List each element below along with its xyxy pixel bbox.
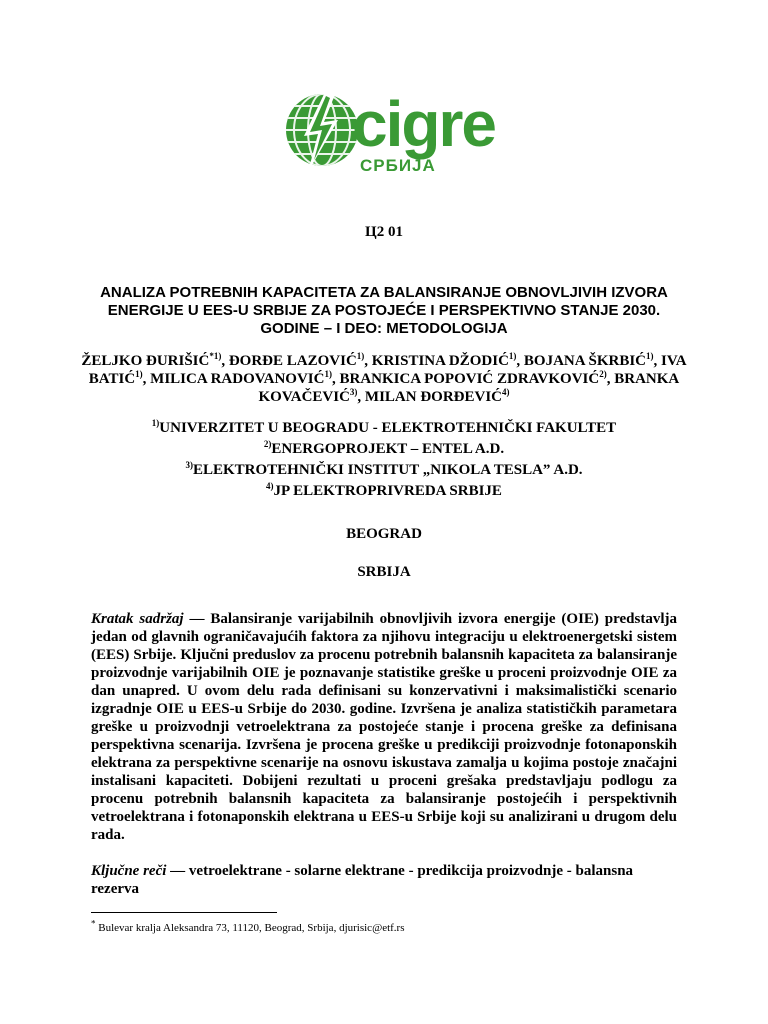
abstract: Kratak sadržaj — Balansiranje varijabilnih obnovljivih izvora energije (OIE) predstavlja jedan od glavnih ograničavajućih faktora za njihovu integraciju u elektroenergetski sistem (EES) Srbije. Ključni preduslov za procenu potrebnih balansnih kapaciteta za balansiranje proizvodnje varijabilnih OIE je poznavanje statistike greške u proceni proizvodnje OIE za dan unapred. U ovom delu rada definisani su konzervativni i maksimalistički scenario izgradnje OIE u EES-u Srbije do 2030. godine. Izvršena je analiza statističkih parametara greške u proizvodnji vetroelektrana za postojeće stanje i procena greške za definisana perspektivna scenarija. Izvršena je procena greške u predikciji proizvodnje fotonaponskih elektrana za perspektivne scenarije na osnovu iskustava zamalja u kojima postoje značajni instalisani kapaciteti. Dobijeni rezultati u proceni grešaka predstavljaju podlogu za procenu potrebnih balansnih kapaciteta za balansiranje postojećih i perspektivnih vetroelektrana i fotonaponskih elektrana u EES-u Srbije koji su analizirani u drugom delu rada. <box>91 611 678 843</box>
author-name: MILICA RADOVANOVIĆ <box>150 371 325 387</box>
paper-code: Ц2 01 <box>365 224 403 240</box>
author-name: BRANKICA POPOVIĆ ZDRAVKOVIĆ <box>339 371 600 387</box>
affiliation-3: $^{3)}$ELEKTROTEHNIČKI INSTITUT „NIKOLA TESLA” A.D. <box>185 460 583 478</box>
logo-brand-text: cigre <box>352 88 495 160</box>
city: BEOGRAD <box>346 526 422 542</box>
affiliation-1: $^{1)}$UNIVERZITET U BEOGRADU - ELEKTROTEHNIČKI FAKULTET <box>151 418 617 436</box>
author-name: ŽELJKO ĐURIŠIĆ <box>81 353 210 369</box>
affiliation-4: $^{4)}$JP ELEKTROPRIVREDA SRBIJE <box>266 481 502 499</box>
logo-subtitle: СРБИЈА <box>360 156 436 175</box>
author-name: KRISTINA DŽODIĆ <box>371 353 509 369</box>
author-affiliation-mark: 1) <box>135 369 143 379</box>
author-name: BOJANA ŠKRBIĆ <box>523 353 647 369</box>
keywords: Ključne reči — vetroelektrane - solarne elektrane - predikcija proizvodnje - balansna rezerva <box>91 863 634 897</box>
affiliation-2: $^{2)}$ENERGOPROJEKT – ENTEL A.D. <box>263 439 505 457</box>
author-name: ĐORĐE LAZOVIĆ <box>228 353 357 369</box>
author-affiliation-mark: 1) <box>646 351 654 361</box>
author-name: BRANKA KOVAČEVIĆ <box>258 371 680 405</box>
abstract-text: Balansiranje varijabilnih obnovljivih izvora energije (OIE) predstavlja jedan od glavnih ograničavajućih faktora za njihovu integraciju u elektroenergetski sistem (EES) Srbije. Ključni preduslov za procenu potrebnih balansnih kapaciteta za balansiranje proizvodnje varijabilnih OIE je poznavanje statistike greške u proceni proizvodnje OIE za dan unapred. U ovom delu rada definisani su konzervativni i maksimalistički scenario izgradnje OIE u EES-u Srbije do 2030. godine. Izvršena je analiza statističkih parametara greške u proizvodnji vetroelektrana za postojeće stanje i procena greške za definisana perspektivna scenarija. Izvršena je procena greške u predikciji proizvodnje fotonaponskih elektrana za perspektivne scenarije na osnovu iskustava zamalja u kojima postoje značajni instalisani kapaciteti. Dobijeni rezultati u proceni grešaka predstavljaju podlogu za procenu potrebnih balansnih kapaciteta za balansiranje postojećih i perspektivnih vetroelektrana i fotonaponskih elektrana u EES-u Srbije koji su analizirani u drugom delu rada. <box>91 611 678 843</box>
abstract-label: Kratak sadržaj <box>91 611 184 627</box>
author-name: IVA BATIĆ <box>88 353 687 387</box>
author-affiliation-mark: 1) <box>508 351 517 361</box>
footnote: * Bulevar kralja Aleksandra 73, 11120, Beograd, Srbija, djurisic@etf.rs <box>91 918 405 934</box>
author-affiliation-mark: 3) <box>349 387 358 397</box>
author-list: ŽELJKO ĐURIŠIĆ$^{*1)}$, ĐORĐE LAZOVIĆ$^{1)}$, KRISTINA DŽODIĆ$^{1)}$, BOJANA ŠKRBIĆ$^{1)}$, IVA BATIĆ$^{1)}$, MILICA RADOVANOVIĆ$^{1)}$, BRANKICA POPOVIĆ ZDRAVKOVIĆ$^{2)}$, BRANKA KOVAČEVIĆ$^{3)}$, MILAN ĐORĐEVIĆ$^{4)}$ <box>81 351 687 405</box>
author-affiliation-mark: 1) <box>356 351 365 361</box>
keywords-label: Ključne reči <box>91 863 167 879</box>
author-affiliation-mark: 4) <box>502 387 510 397</box>
author-affiliation-mark: 1) <box>324 369 332 379</box>
country: SRBIJA <box>357 564 411 580</box>
author-affiliation-mark: *1) <box>209 351 222 361</box>
globe-icon <box>282 86 362 178</box>
footnote-divider <box>91 912 277 913</box>
author-affiliation-mark: 2) <box>599 369 607 379</box>
paper-title: ANALIZA POTREBNIH KAPACITETA ZA BALANSIRANJE OBNOVLJIVIH IZVORA ENERGIJE U EES-U SRBIJE ZA POSTOJEĆE I PERSPEKTIVNO STANJE 2030. GODINE – I DEO: METODOLOGIJA <box>100 284 668 337</box>
keywords-text: vetroelektrane - solarne elektrane - predikcija proizvodnje - balansna rezerva <box>91 863 634 897</box>
author-name: MILAN ĐORĐEVIĆ <box>364 389 502 405</box>
